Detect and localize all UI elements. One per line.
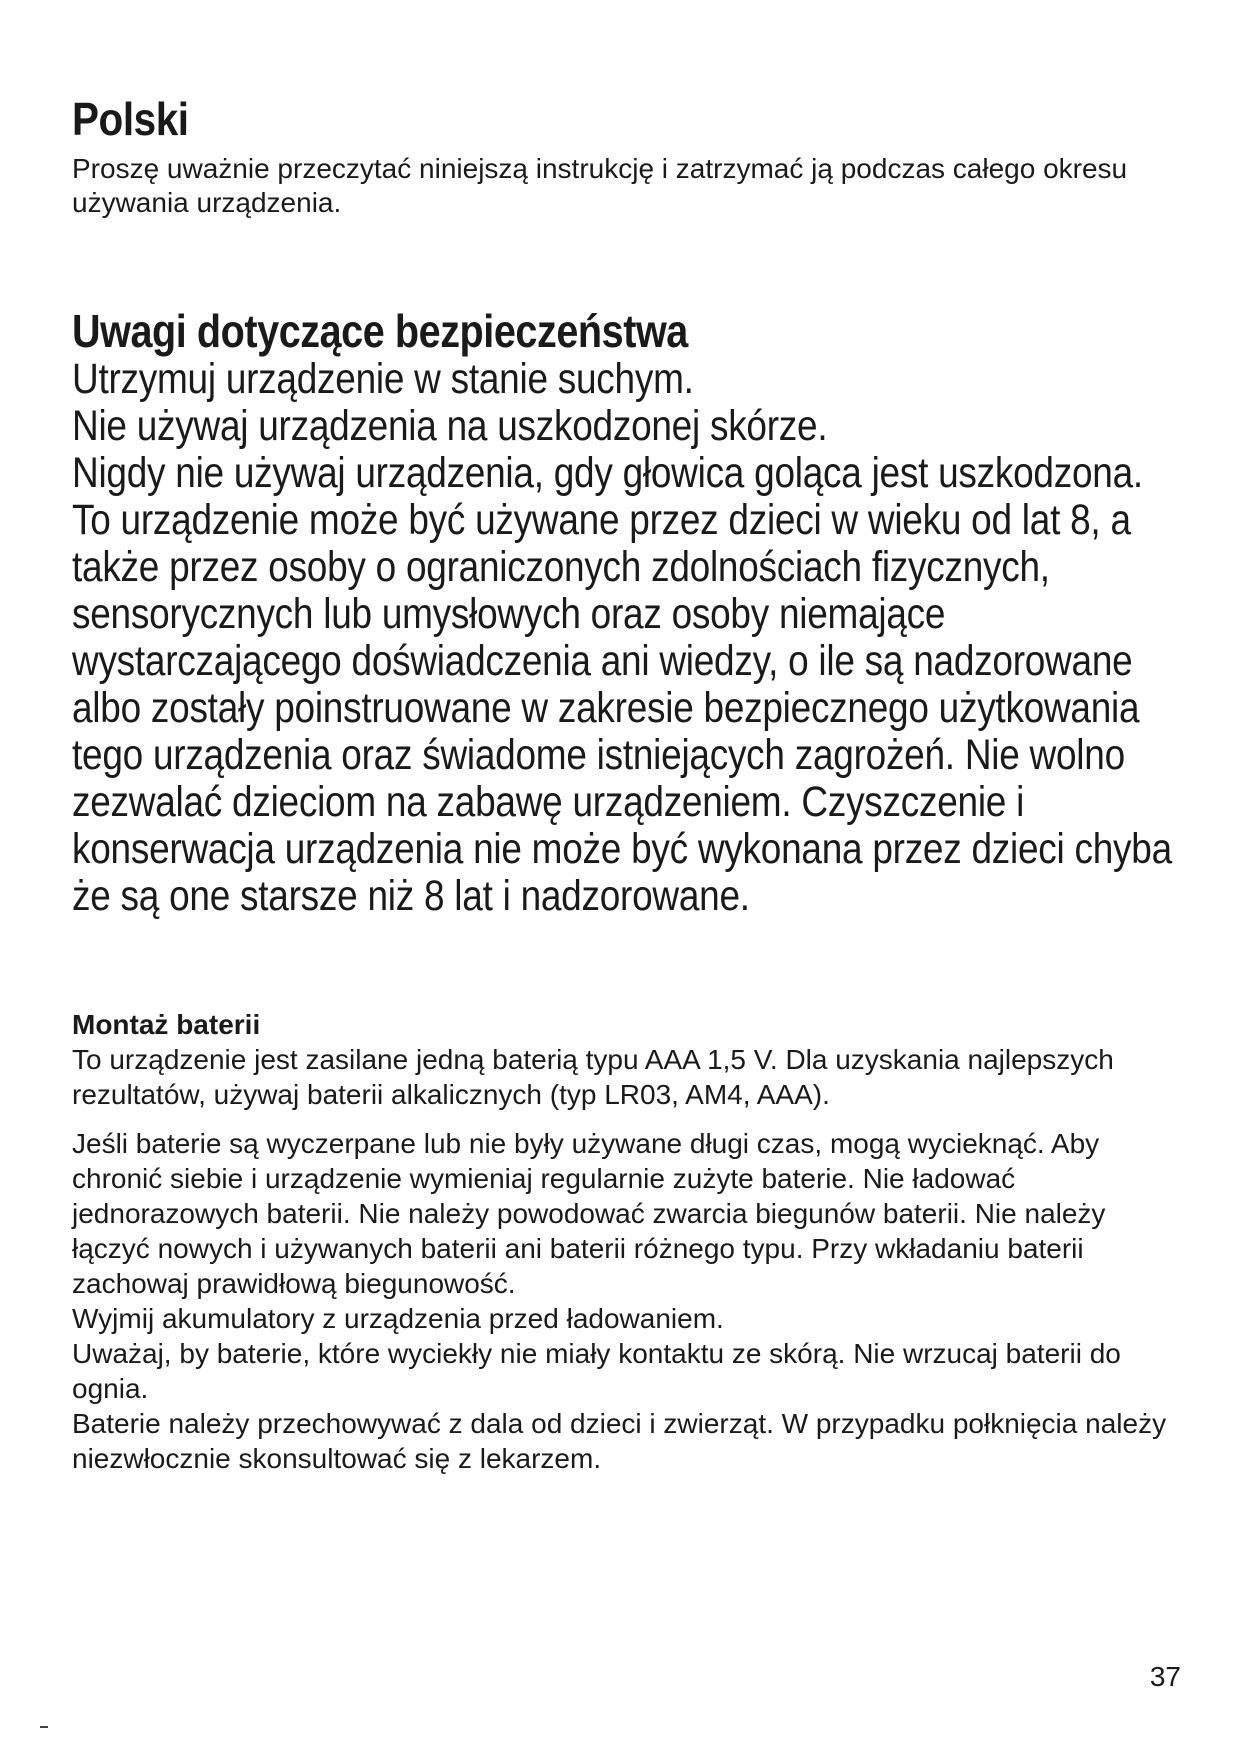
safety-item-dry: Utrzymuj urządzenie w stanie suchym. [72,355,694,403]
battery-paragraph-skin: Uważaj, by baterie, które wyciekły nie miały kontaktu ze skórą. Nie wrzucaj baterii do ognia. [72,1338,1121,1404]
intro-paragraph: Proszę uważnie przeczytać niniejszą instrukcję i zatrzymać ją podczas całego okresu używania urządzenia. [72,153,1128,218]
safety-item-damaged-head: Nigdy nie używaj urządzenia, gdy głowica goląca jest uszkodzona. [72,449,1143,497]
battery-paragraph-type: To urządzenie jest zasilane jedną baterią typu AAA 1,5 V. Dla uzyskania najlepszych rezultatów, używaj baterii alkalicznych (typ LR03, AM4, AAA). [72,1044,1114,1110]
safety-item-damaged-skin: Nie używaj urządzenia na uszkodzonej skórze. [72,402,828,450]
safety-item-children: To urządzenie może być używane przez dzieci w wieku od lat 8, a także przez osoby o ograniczonych zdolnościach fizycznych, sensorycznych lub umysłowych oraz osoby niemające wystarczającego doświadczenia ani wiedzy, o ile są nadzorowane albo zostały poinstruowane w zakresie bezpiecznego użytkowania tego urządzenia oraz świadome istniejących zagrożeń. Nie wolno zezwalać dzieciom na zabawę urządzeniem. Czyszczenie i konserwacja urządzenia nie może być wykonana przez dzieci chyba że są one starsze niż 8 lat i nadzorowane. [72,496,1172,920]
battery-heading: Montaż baterii [72,1009,261,1040]
page-number: 37 [1149,1661,1181,1692]
battery-paragraph-leak: Jeśli baterie są wyczerpane lub nie były używane długi czas, mogą wycieknąć. Aby chronić siebie i urządzenie wymieniaj regularnie zużyte baterie. Nie ładować jednorazowych baterii. Nie należy powodować zwarcia biegunów baterii. Nie należy łączyć nowych i używanych baterii ani baterii różnego typu. Przy wkładaniu baterii zachowaj prawidłową biegunowość. [72,1128,1106,1299]
battery-paragraph-remove: Wyjmij akumulatory z urządzenia przed ładowaniem. [72,1303,724,1334]
safety-list [72,356,1182,920]
document-page [72,92,1182,1476]
safety-heading: Uwagi dotyczące bezpieczeństwa [72,305,688,357]
page-title: Polski [72,93,189,145]
battery-paragraph-children: Baterie należy przechowywać z dala od dzieci i zwierząt. W przypadku połknięcia należy niezwłocznie skonsultować się z lekarzem. [72,1408,1167,1474]
corner-mark [40,1726,48,1728]
